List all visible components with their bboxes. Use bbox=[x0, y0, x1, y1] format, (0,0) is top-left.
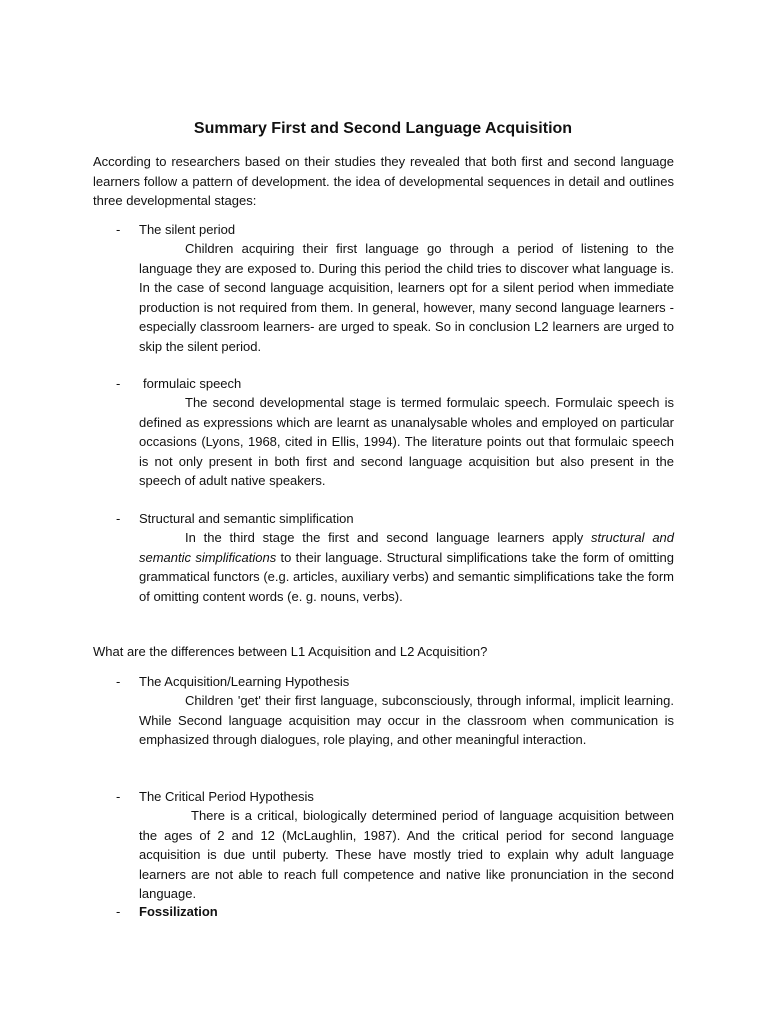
heading-critical-period-hypothesis: The Critical Period Hypothesis bbox=[139, 789, 314, 804]
bullet-marker: - bbox=[116, 674, 121, 689]
document-title: Summary First and Second Language Acquisition bbox=[193, 120, 573, 137]
heading-fossilization: Fossilization bbox=[139, 904, 218, 919]
heading-formulaic-speech: formulaic speech bbox=[143, 376, 242, 391]
text-after: to their language. Structural simplifications take the form of omitting grammatical functors (e.g. articles, auxiliary verbs) and semantic simplifications take the form of omitting content words (e. g. nouns, verbs). bbox=[139, 549, 674, 604]
paragraph-acquisition-learning-hypothesis: Children 'get' their first language, subconsciously, through informal, implicit learning. While Second language acquisition may occur in the classroom when communication is emphasized through dialogues, role playing, and other meaningful interaction. bbox=[139, 693, 674, 747]
bullet-marker: - bbox=[116, 511, 121, 526]
question-line: What are the differences between L1 Acquisition and L2 Acquisition? bbox=[93, 644, 488, 659]
text-before: In the third stage the first and second language learners apply bbox=[185, 530, 592, 545]
heading-structural-semantic-simplification: Structural and semantic simplification bbox=[139, 511, 354, 526]
bullet-marker: - bbox=[116, 904, 121, 919]
paragraph-structural-semantic-simplification bbox=[139, 528, 674, 606]
intro-paragraph: According to researchers based on their studies they revealed that both first and second language learners follow a pattern of development. the idea of developmental sequences in detail and outlines three developmental stages: bbox=[93, 154, 674, 208]
bullet-marker: - bbox=[116, 222, 121, 237]
heading-silent-period: The silent period bbox=[139, 222, 236, 237]
paragraph-critical-period-hypothesis: There is a critical, biologically determined period of language acquisition between the ages of 2 and 12 (McLaughlin, 1987). And the critical period for second language acquisition is due until puberty. These have mostly tried to explain why adult language learners are not able to reach full competence and native like pronunciation in the second language. bbox=[139, 808, 674, 901]
heading-acquisition-learning-hypothesis: The Acquisition/Learning Hypothesis bbox=[139, 674, 350, 689]
paragraph-formulaic-speech: The second developmental stage is termed formulaic speech. Formulaic speech is defined as expressions which are learnt as unanalysable wholes and employed on particular occasions (Lyons, 1968, cited in Ellis, 1994). The literature points out that formulaic speech is not only present in both first and second language acquisition but also present in the speech of adult native speakers. bbox=[139, 395, 674, 488]
italic-term: structural and semantic simplifications bbox=[139, 530, 675, 565]
bullet-marker: - bbox=[116, 789, 121, 804]
bullet-marker: - bbox=[116, 376, 121, 391]
paragraph-silent-period: Children acquiring their first language go through a period of listening to the language they are exposed to. During this period the child tries to discover what language is. In the case of second language acquisition, learners opt for a silent period when immediate production is not required from them. In general, however, many second language learners - especially classroom learners- are urged to speak. So in conclusion L2 learners are urged to skip the silent period. bbox=[139, 241, 674, 354]
